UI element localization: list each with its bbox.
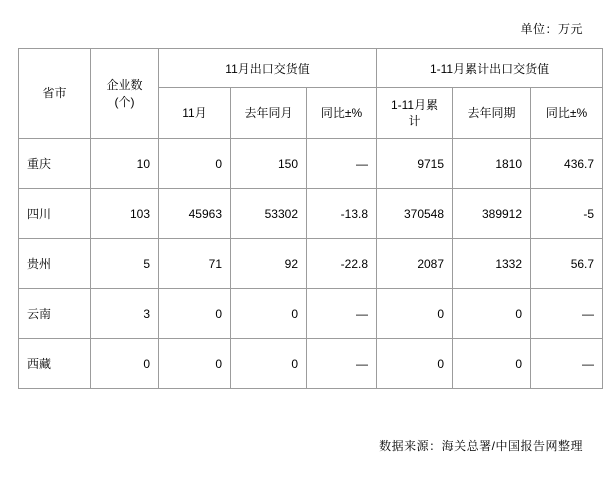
table-header [19, 49, 603, 139]
source-note: 数据来源：海关总署/中国报告网整理 [379, 439, 583, 453]
table-body [19, 139, 603, 389]
table-row [19, 339, 603, 389]
cell-monthly-current: 45963 [159, 189, 231, 239]
table-row [19, 139, 603, 189]
cell-cumulative-current: 9715 [377, 139, 453, 189]
header-monthly-yoy: 同比±% [307, 88, 377, 139]
cell-firms: 0 [91, 339, 159, 389]
cell-cumulative-current: 0 [377, 339, 453, 389]
cell-cumulative-prev: 1810 [453, 139, 531, 189]
header-cumulative-current: 1-11月累计 [377, 88, 453, 139]
cell-cumulative-current: 370548 [377, 189, 453, 239]
header-monthly-current: 11月 [159, 88, 231, 139]
cell-cumulative-yoy: -5 [531, 189, 603, 239]
header-firm-count: 企业数(个) [91, 49, 159, 139]
unit-note: 单位：万元 [520, 22, 583, 36]
cell-monthly-yoy: — [307, 289, 377, 339]
header-cumulative-prev-year: 去年同期 [453, 88, 531, 139]
cell-cumulative-prev: 389912 [453, 189, 531, 239]
cell-monthly-current: 71 [159, 239, 231, 289]
cell-monthly-yoy: — [307, 339, 377, 389]
header-province: 省市 [19, 49, 91, 139]
cell-cumulative-yoy: — [531, 339, 603, 389]
cell-cumulative-prev: 0 [453, 339, 531, 389]
cell-firms: 10 [91, 139, 159, 189]
cell-province: 西藏 [19, 339, 91, 389]
cell-monthly-prev: 0 [231, 339, 307, 389]
cell-monthly-yoy: -22.8 [307, 239, 377, 289]
cell-province: 贵州 [19, 239, 91, 289]
table-row [19, 289, 603, 339]
header-group-cumulative: 1-11月累计出口交货值 [377, 49, 603, 88]
cell-cumulative-current: 0 [377, 289, 453, 339]
table-row [19, 239, 603, 289]
cell-cumulative-yoy: 436.7 [531, 139, 603, 189]
table-row [19, 189, 603, 239]
cell-monthly-yoy: — [307, 139, 377, 189]
cell-monthly-prev: 0 [231, 289, 307, 339]
cell-firms: 3 [91, 289, 159, 339]
header-cumulative-yoy: 同比±% [531, 88, 603, 139]
cell-cumulative-yoy: — [531, 289, 603, 339]
cell-monthly-current: 0 [159, 289, 231, 339]
export-delivery-value-table [18, 48, 603, 389]
cell-province: 云南 [19, 289, 91, 339]
cell-cumulative-yoy: 56.7 [531, 239, 603, 289]
cell-firms: 5 [91, 239, 159, 289]
cell-monthly-prev: 150 [231, 139, 307, 189]
cell-monthly-prev: 92 [231, 239, 307, 289]
cell-monthly-current: 0 [159, 139, 231, 189]
cell-monthly-prev: 53302 [231, 189, 307, 239]
header-monthly-prev-year: 去年同月 [231, 88, 307, 139]
cell-province: 重庆 [19, 139, 91, 189]
cell-firms: 103 [91, 189, 159, 239]
cell-cumulative-prev: 0 [453, 289, 531, 339]
cell-monthly-current: 0 [159, 339, 231, 389]
header-group-monthly: 11月出口交货值 [159, 49, 377, 88]
cell-cumulative-prev: 1332 [453, 239, 531, 289]
cell-cumulative-current: 2087 [377, 239, 453, 289]
cell-province: 四川 [19, 189, 91, 239]
cell-monthly-yoy: -13.8 [307, 189, 377, 239]
